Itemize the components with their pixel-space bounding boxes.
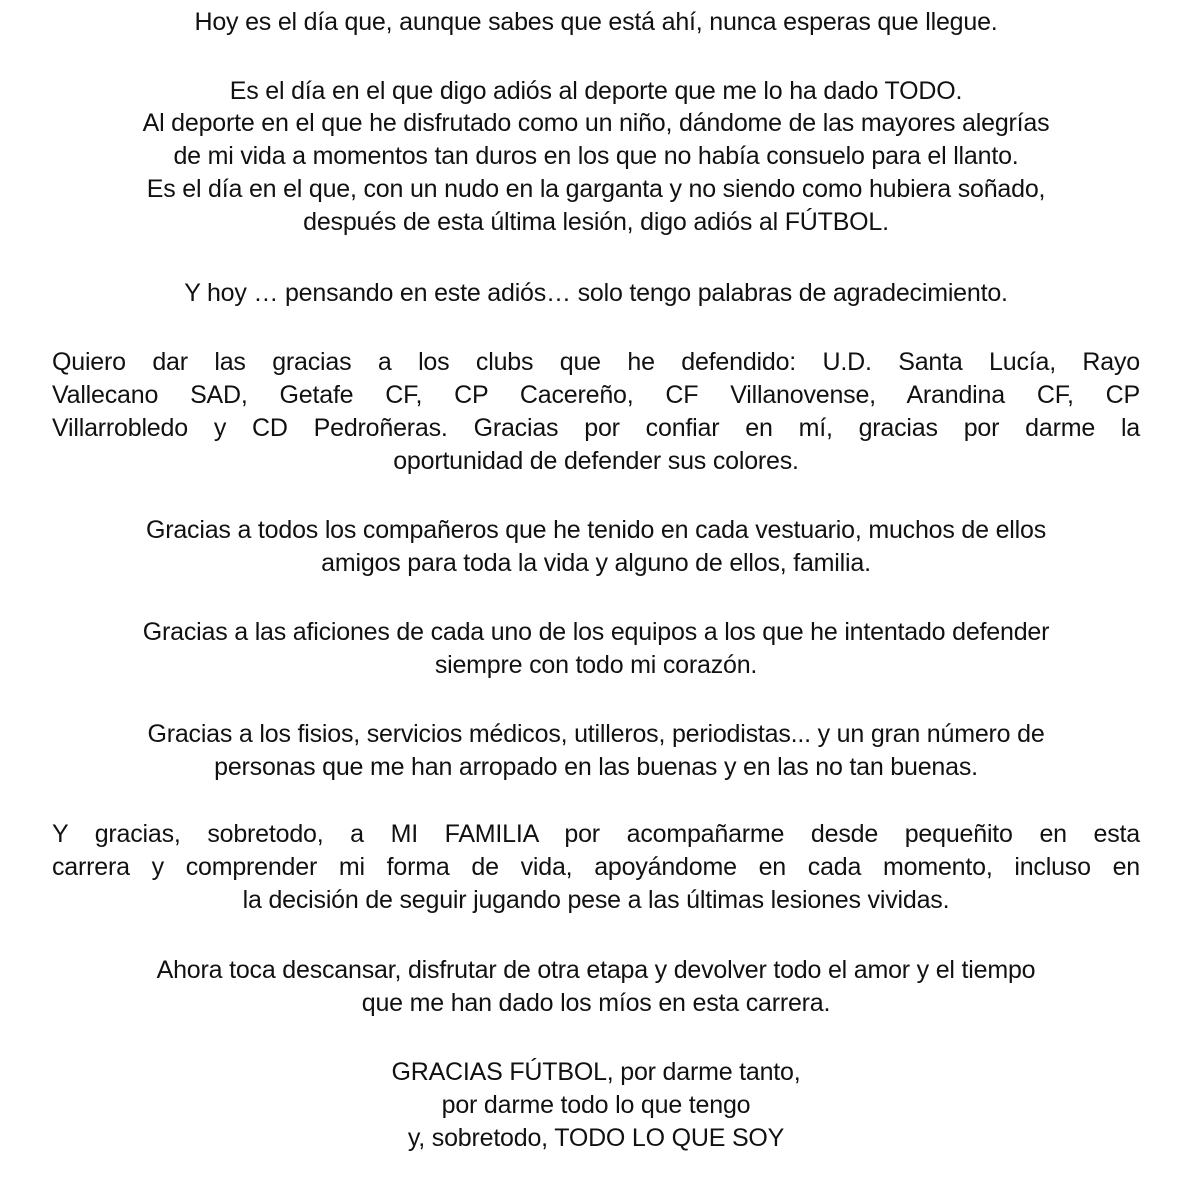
- rest-line: que me han dado los míos en esta carrera.: [361, 989, 831, 1017]
- staff-line: Gracias a los fisios, servicios médicos, utilleros, periodistas... y un gran número de: [147, 720, 1045, 748]
- clubs-line: Vallecano SAD, Getafe CF, CP Cacereño, CF Villanovense, Arandina CF, CP: [52, 381, 1140, 409]
- fans-line: siempre con todo mi corazón.: [434, 651, 758, 679]
- fans-line: Gracias a las aficiones de cada uno de los equipos a los que he intentado defender: [142, 618, 1050, 646]
- teammates-line: amigos para toda la vida y alguno de ellos, familia.: [321, 549, 871, 577]
- closing-line: GRACIAS FÚTBOL, por darme tanto,: [391, 1058, 801, 1086]
- farewell-line: Al deporte en el que he disfrutado como un niño, dándome de las mayores alegrías: [142, 109, 1050, 137]
- family-line: carrera y comprender mi forma de vida, apoyándome en cada momento, incluso en: [52, 853, 1140, 881]
- teammates-line: Gracias a todos los compañeros que he tenido en cada vestuario, muchos de ellos: [145, 516, 1047, 544]
- staff-line: personas que me han arropado en las buenas y en las no tan buenas.: [214, 753, 978, 781]
- closing-line: por darme todo lo que tengo: [441, 1091, 751, 1119]
- clubs-line: oportunidad de defender sus colores.: [393, 447, 799, 475]
- closing-line: y, sobretodo, TODO LO QUE SOY: [407, 1124, 785, 1152]
- family-line: la decisión de seguir jugando pese a las últimas lesiones vividas.: [242, 886, 950, 914]
- family-line: Y gracias, sobretodo, a MI FAMILIA por acompañarme desde pequeñito en esta: [52, 820, 1140, 848]
- retirement-letter: [52, 0, 1140, 1200]
- farewell-line: Es el día en el que, con un nudo en la garganta y no siendo como hubiera soñado,: [146, 175, 1046, 203]
- clubs-line: Quiero dar las gracias a los clubs que he defendido: U.D. Santa Lucía, Rayo: [52, 348, 1140, 376]
- farewell-line: Es el día en el que digo adiós al deporte que me lo ha dado TODO.: [229, 77, 963, 105]
- farewell-line: después de esta última lesión, digo adiós al FÚTBOL.: [303, 208, 889, 236]
- clubs-line: Villarrobledo y CD Pedroñeras. Gracias por confiar en mí, gracias por darme la: [52, 414, 1140, 442]
- intro-line: Hoy es el día que, aunque sabes que está ahí, nunca esperas que llegue.: [194, 8, 998, 36]
- gratitude-line: Y hoy … pensando en este adiós… solo tengo palabras de agradecimiento.: [184, 279, 1008, 307]
- farewell-line: de mi vida a momentos tan duros en los que no había consuelo para el llanto.: [173, 142, 1019, 170]
- rest-line: Ahora toca descansar, disfrutar de otra etapa y devolver todo el amor y el tiempo: [156, 956, 1036, 984]
